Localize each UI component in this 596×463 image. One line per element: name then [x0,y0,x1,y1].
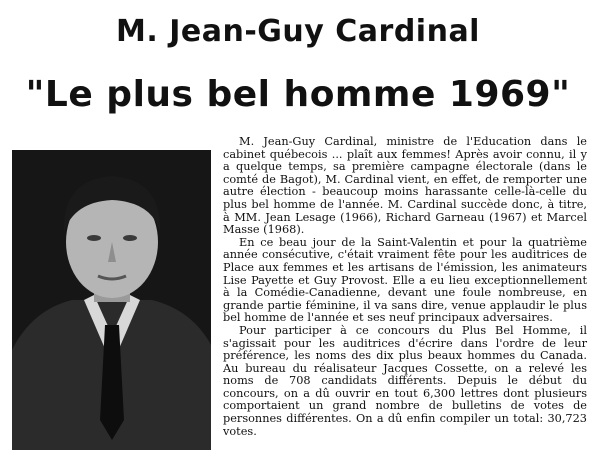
article-paragraph-2: En ce beau jour de la Saint-Valentin et pour la quatrième année consécutive, c'était vraiment fête pour les auditrices de Place aux femmes et les artisans de l'émission, les animateurs Lise Payette et Guy Provost. Elle a eu lieu exceptionnellement à la Comédie-Canadienne, devant une foule nombreuse, en grande partie féminine, il va sans dire, venue applaudir le plus bel homme de l'année et ses neuf principaux adversaires. [223,235,587,325]
article-body [223,136,587,438]
article-paragraph-3: Pour participer à ce concours du Plus Bel Homme, il s'agissait pour les auditrices d'écrire dans l'ordre de leur préférence, les noms des dix plus beaux hommes du Canada. Au bureau du réalisateur Jacques Cossette, on a relevé les noms de 708 candidats différents. Depuis le début du concours, on a dû ouvrir en tout 6,300 lettres dont plusieurs comportaient un grand nombre de bulletins de votes de personnes différentes. On a dû enfin compiler un total: 30,723 votes. [223,323,587,438]
headline-name: M. Jean-Guy Cardinal [116,14,480,49]
headline-subtitle: "Le plus bel homme 1969" [25,74,571,115]
article-paragraph-1: M. Jean-Guy Cardinal, ministre de l'Education dans le cabinet québecois ... plaît aux femmes! Après avoir connu, il y a quelque temps, sa première campagne électorale (dans le comté de Bagot), M. Cardinal vient, en effet, de remporter une autre élection - beaucoup moins harassante celle-là-celle du plus bel homme de l'année. M. Cardinal succède donc, à titre, à MM. Jean Lesage (1966), Richard Garneau (1967) et Marcel Masse (1968). [223,135,587,237]
portrait-photo [12,150,211,450]
